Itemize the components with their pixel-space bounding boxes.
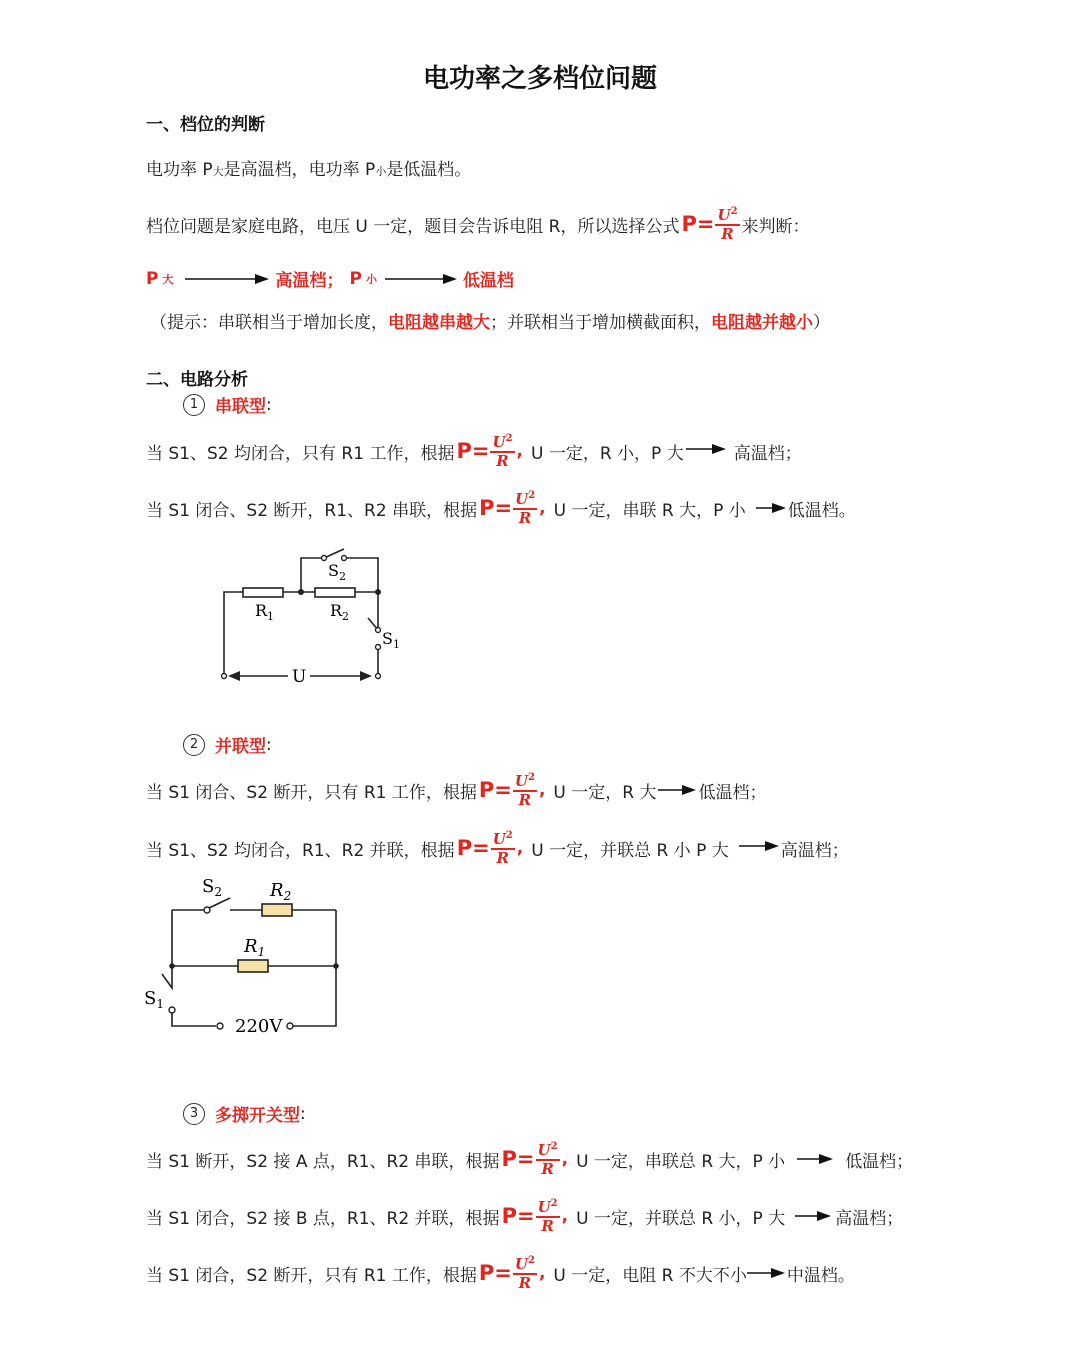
- type3-line2: 当 S1 闭合，S2 接 B 点，R1、R2 并联，根据 P= $\frac{U^2}{R}$ , U 一定，并联总 R 小，P 大 高温档；: [146, 1197, 904, 1235]
- s1-label: $S_1$: [144, 988, 164, 1011]
- arrow-icon: [797, 1152, 833, 1166]
- arrow-icon: [658, 783, 696, 797]
- arrow-icon: [739, 841, 779, 855]
- type1-line2: 当 S1 闭合、S2 断开，R1、R2 串联，根据 P= $\frac{U^2}{R}$ , U 一定，串联 R 大，P 小 低温档。: [146, 489, 856, 527]
- section1-heading: 一、档位的判断: [146, 115, 265, 135]
- r1-label: $R_1$: [255, 601, 275, 623]
- arrow-icon: [747, 1266, 785, 1280]
- arrow-icon: [686, 444, 726, 458]
- s2-label: $S_2$: [202, 876, 222, 899]
- type1-line1: 当 S1、S2 均闭合，只有 R1 工作，根据 P= $\frac{U^2}{R}$ , U 一定，R 小，P 大 高温档；: [146, 432, 802, 470]
- s2-label: $S_2$: [328, 561, 346, 583]
- parallel-circuit-diagram: [140, 870, 360, 1045]
- type3-heading: 3 多掷开关型 :: [183, 1101, 306, 1126]
- power-formula: P= $\frac{U^2}{R}$: [681, 205, 738, 243]
- arrow-icon: [795, 1209, 831, 1223]
- number-badge: 1: [183, 394, 205, 416]
- power-definition: 电功率 P大是高温档，电功率 P小是低温档。: [146, 160, 472, 180]
- type2-line1: 当 S1 闭合、S2 断开，只有 R1 工作，根据 P= $\frac{U^2}{R}$ , U 一定，R 大 低温档；: [146, 771, 767, 809]
- arrow-icon: [185, 272, 269, 286]
- r2-label: $R_2$: [270, 880, 292, 903]
- number-badge: 2: [183, 734, 205, 756]
- formula-intro: 档位问题是家庭电路，电压 U 一定，题目会告诉电阻 R，所以选择公式 P= $\frac{U^2}{R}$ 来判断：: [146, 205, 810, 243]
- r1-label: $R_1$: [244, 936, 266, 959]
- r2-label: $R_2$: [330, 601, 350, 623]
- section2-heading: 二、电路分析: [146, 370, 248, 390]
- power-rule: P 大 高温档； P 小 低温档: [146, 268, 514, 291]
- voltage-label: U: [292, 667, 307, 687]
- type3-line1: 当 S1 断开，S2 接 A 点，R1、R2 串联，根据 P= $\frac{U^2}{R}$ , U 一定，串联总 R 大，P 小 低温档；: [146, 1140, 914, 1178]
- series-circuit-diagram: [210, 540, 410, 690]
- type2-heading: 2 并联型 :: [183, 732, 272, 757]
- type3-line3: 当 S1 闭合，S2 断开，只有 R1 工作，根据 P= $\frac{U^2}{R}$ , U 一定，电阻 R 不大不小 中温档。: [146, 1254, 855, 1292]
- number-badge: 3: [183, 1103, 205, 1125]
- type2-line2: 当 S1、S2 均闭合，R1、R2 并联，根据 P= $\frac{U^2}{R}$ , U 一定，并联总 R 小 P 大 高温档；: [146, 829, 849, 867]
- s1-label: $S_1$: [382, 629, 400, 651]
- page-title: 电功率之多档位问题: [422, 64, 657, 94]
- type1-heading: 1 串联型 :: [183, 392, 272, 417]
- arrow-icon: [385, 272, 457, 286]
- voltage-label: 220V: [235, 1016, 283, 1037]
- arrow-icon: [756, 501, 786, 515]
- tip-note: （提示：串联相当于增加长度，电阻越串越大；并联相当于增加横截面积，电阻越并越小）: [150, 313, 830, 333]
